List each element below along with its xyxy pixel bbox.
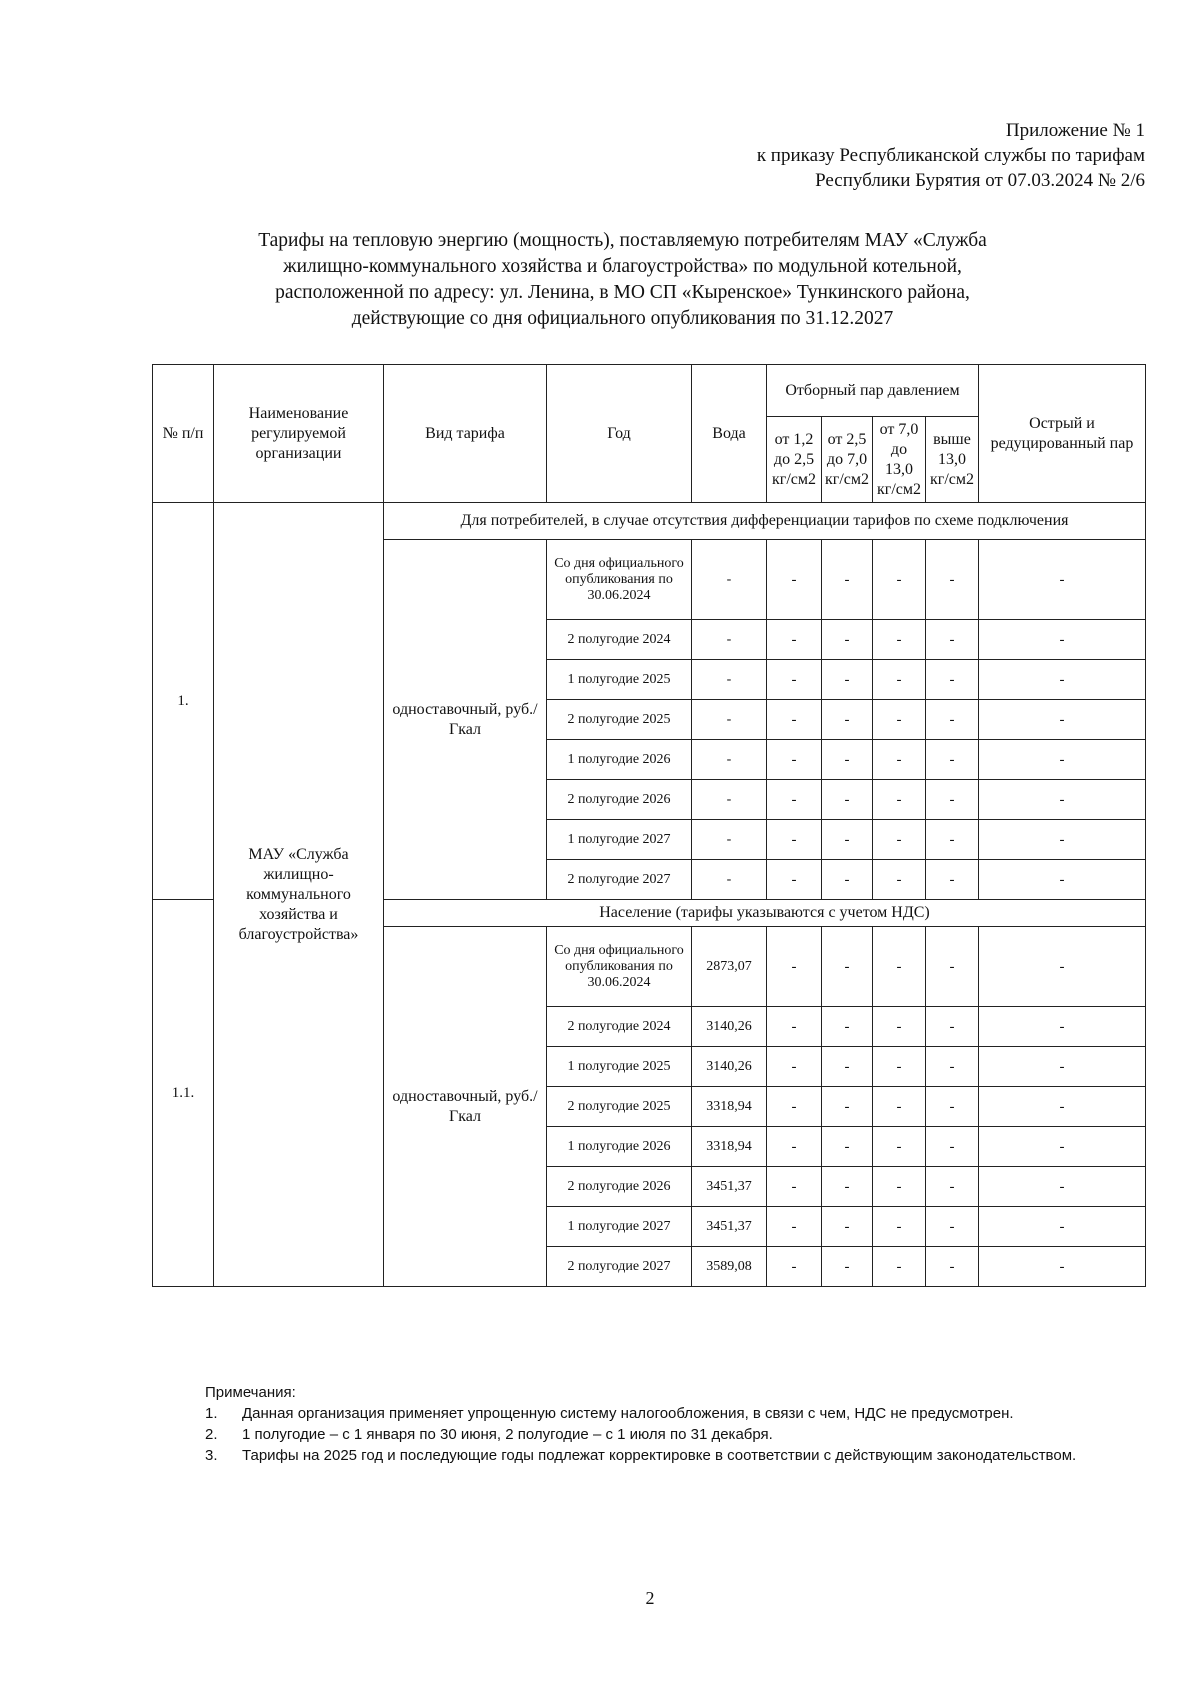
steam-2-value: - (822, 1007, 873, 1047)
water-value: 2873,07 (692, 927, 767, 1007)
title-line-4: действующие со дня официального опубликования по 31.12.2027 (351, 308, 894, 329)
header-sharp-steam: Острый и редуцированный пар (979, 365, 1146, 503)
header-steam-3: от 7,0 до 13,0 кг/см2 (873, 417, 926, 503)
steam-3-value: - (873, 780, 926, 820)
steam-1-value: - (767, 860, 822, 900)
steam-2-value: - (822, 1167, 873, 1207)
period-cell: 2 полугодие 2026 (547, 1167, 692, 1207)
steam-2-value: - (822, 860, 873, 900)
steam-3-value: - (873, 1167, 926, 1207)
sharp-steam-value: - (979, 1207, 1146, 1247)
page-number: 2 (645, 1588, 655, 1608)
section-title: Население (тарифы указываются с учетом НДС) (384, 900, 1146, 927)
steam-3-value: - (873, 1207, 926, 1247)
title-line-1: Тарифы на тепловую энергию (мощность), поставляемую потребителям МАУ «Служба (258, 230, 987, 251)
header-year: Год (547, 365, 692, 503)
period-cell: 2 полугодие 2026 (547, 780, 692, 820)
steam-1-value: - (767, 1167, 822, 1207)
steam-4-value: - (926, 660, 979, 700)
header-tariff-type: Вид тарифа (384, 365, 547, 503)
steam-3-value: - (873, 660, 926, 700)
organization-name: МАУ «Служба жилищно-коммунального хозяйства и благоустройства» (214, 503, 384, 1287)
steam-3-value: - (873, 860, 926, 900)
tariff-table (152, 364, 1146, 1287)
notes-heading: Примечания: (205, 1384, 296, 1401)
steam-4-value: - (926, 620, 979, 660)
note-number: 2. (205, 1426, 218, 1443)
period-cell: 1 полугодие 2027 (547, 820, 692, 860)
steam-1-value: - (767, 1007, 822, 1047)
steam-3-value: - (873, 1127, 926, 1167)
steam-1-value: - (767, 1127, 822, 1167)
steam-3-value: - (873, 540, 926, 620)
steam-1-value: - (767, 700, 822, 740)
steam-2-value: - (822, 660, 873, 700)
document-title (150, 228, 1095, 332)
steam-3-value: - (873, 927, 926, 1007)
sharp-steam-value: - (979, 620, 1146, 660)
sharp-steam-value: - (979, 540, 1146, 620)
steam-3-value: - (873, 620, 926, 660)
period-cell: 2 полугодие 2025 (547, 700, 692, 740)
steam-4-value: - (926, 1047, 979, 1087)
section-title: Для потребителей, в случае отсутствия дифференциации тарифов по схеме подключения (384, 503, 1146, 540)
water-value: 3451,37 (692, 1167, 767, 1207)
water-value: - (692, 860, 767, 900)
sharp-steam-value: - (979, 660, 1146, 700)
water-value: 3589,08 (692, 1247, 767, 1287)
steam-2-value: - (822, 1207, 873, 1247)
steam-2-value: - (822, 1247, 873, 1287)
steam-2-value: - (822, 740, 873, 780)
section-number: 1. (153, 503, 214, 900)
steam-2-value: - (822, 1087, 873, 1127)
sharp-steam-value: - (979, 700, 1146, 740)
header-steam-4: выше 13,0 кг/см2 (926, 417, 979, 503)
steam-4-value: - (926, 927, 979, 1007)
water-value: - (692, 540, 767, 620)
steam-4-value: - (926, 860, 979, 900)
steam-4-value: - (926, 1167, 979, 1207)
steam-3-value: - (873, 1047, 926, 1087)
steam-1-value: - (767, 740, 822, 780)
steam-2-value: - (822, 927, 873, 1007)
steam-3-value: - (873, 1247, 926, 1287)
steam-4-value: - (926, 1087, 979, 1127)
steam-4-value: - (926, 700, 979, 740)
period-cell: 2 полугодие 2027 (547, 860, 692, 900)
steam-2-value: - (822, 540, 873, 620)
water-value: 3140,26 (692, 1007, 767, 1047)
period-cell: 2 полугодие 2027 (547, 1247, 692, 1287)
header-steam-2: от 2,5 до 7,0 кг/см2 (822, 417, 873, 503)
water-value: 3140,26 (692, 1047, 767, 1087)
note-item (205, 1403, 1140, 1424)
water-value: - (692, 780, 767, 820)
steam-4-value: - (926, 1247, 979, 1287)
note-number: 3. (205, 1447, 218, 1464)
steam-2-value: - (822, 700, 873, 740)
sharp-steam-value: - (979, 820, 1146, 860)
steam-4-value: - (926, 780, 979, 820)
steam-4-value: - (926, 1207, 979, 1247)
sharp-steam-value: - (979, 1167, 1146, 1207)
period-cell: 1 полугодие 2025 (547, 660, 692, 700)
sharp-steam-value: - (979, 1087, 1146, 1127)
period-cell: 1 полугодие 2026 (547, 740, 692, 780)
header-steam-group: Отборный пар давлением (767, 365, 979, 417)
tariff-type: одноставочный, руб./Гкал (384, 540, 547, 900)
sharp-steam-value: - (979, 1007, 1146, 1047)
steam-4-value: - (926, 740, 979, 780)
tariff-type: одноставочный, руб./Гкал (384, 927, 547, 1287)
steam-4-value: - (926, 540, 979, 620)
steam-1-value: - (767, 780, 822, 820)
steam-2-value: - (822, 620, 873, 660)
period-cell: 1 полугодие 2027 (547, 1207, 692, 1247)
steam-1-value: - (767, 1047, 822, 1087)
steam-2-value: - (822, 1047, 873, 1087)
period-cell: 2 полугодие 2024 (547, 1007, 692, 1047)
note-text: 1 полугодие – с 1 января по 30 июня, 2 полугодие – с 1 июля по 31 декабря. (242, 1426, 773, 1443)
note-item (205, 1424, 1140, 1445)
section-number: 1.1. (153, 900, 214, 1287)
appendix-header (757, 118, 1145, 193)
section-title-row (153, 503, 1146, 540)
sharp-steam-value: - (979, 1247, 1146, 1287)
steam-1-value: - (767, 540, 822, 620)
appendix-line-3: Республики Бурятия от 07.03.2024 № 2/6 (815, 170, 1145, 191)
steam-3-value: - (873, 740, 926, 780)
header-steam-1: от 1,2 до 2,5 кг/см2 (767, 417, 822, 503)
sharp-steam-value: - (979, 780, 1146, 820)
period-cell: 2 полугодие 2024 (547, 620, 692, 660)
appendix-line-2: к приказу Республиканской службы по тарифам (756, 145, 1145, 166)
steam-4-value: - (926, 1007, 979, 1047)
header-org: Наименование регулируемой организации (214, 365, 384, 503)
header-water: Вода (692, 365, 767, 503)
steam-1-value: - (767, 820, 822, 860)
steam-3-value: - (873, 1087, 926, 1127)
period-cell: 1 полугодие 2025 (547, 1047, 692, 1087)
period-cell: 1 полугодие 2026 (547, 1127, 692, 1167)
notes (205, 1382, 1140, 1466)
steam-1-value: - (767, 1207, 822, 1247)
title-line-3: расположенной по адресу: ул. Ленина, в МО СП «Кыренское» Тункинского района, (275, 282, 970, 303)
water-value: 3318,94 (692, 1127, 767, 1167)
steam-2-value: - (822, 780, 873, 820)
steam-1-value: - (767, 1087, 822, 1127)
water-value: - (692, 620, 767, 660)
sharp-steam-value: - (979, 740, 1146, 780)
water-value: - (692, 700, 767, 740)
steam-3-value: - (873, 1007, 926, 1047)
steam-3-value: - (873, 820, 926, 860)
water-value: 3451,37 (692, 1207, 767, 1247)
note-item (205, 1445, 1140, 1466)
water-value: - (692, 740, 767, 780)
sharp-steam-value: - (979, 1127, 1146, 1167)
period-cell: Со дня официального опубликования по 30.06.2024 (547, 927, 692, 1007)
note-text: Данная организация применяет упрощенную систему налогообложения, в связи с чем, НДС не предусмотрен. (242, 1405, 1014, 1422)
steam-2-value: - (822, 1127, 873, 1167)
steam-1-value: - (767, 620, 822, 660)
sharp-steam-value: - (979, 1047, 1146, 1087)
water-value: 3318,94 (692, 1087, 767, 1127)
steam-4-value: - (926, 820, 979, 860)
steam-3-value: - (873, 700, 926, 740)
note-number: 1. (205, 1405, 218, 1422)
period-cell: 2 полугодие 2025 (547, 1087, 692, 1127)
steam-1-value: - (767, 1247, 822, 1287)
appendix-line-1: Приложение № 1 (1005, 120, 1145, 141)
header-num: № п/п (153, 365, 214, 503)
note-text: Тарифы на 2025 год и последующие годы подлежат корректировке в соответствии с действующим законодательством. (242, 1447, 1077, 1464)
steam-2-value: - (822, 820, 873, 860)
title-line-2: жилищно-коммунального хозяйства и благоустройства» по модульной котельной, (283, 256, 962, 277)
steam-1-value: - (767, 660, 822, 700)
sharp-steam-value: - (979, 860, 1146, 900)
sharp-steam-value: - (979, 927, 1146, 1007)
steam-1-value: - (767, 927, 822, 1007)
water-value: - (692, 660, 767, 700)
water-value: - (692, 820, 767, 860)
steam-4-value: - (926, 1127, 979, 1167)
period-cell: Со дня официального опубликования по 30.06.2024 (547, 540, 692, 620)
